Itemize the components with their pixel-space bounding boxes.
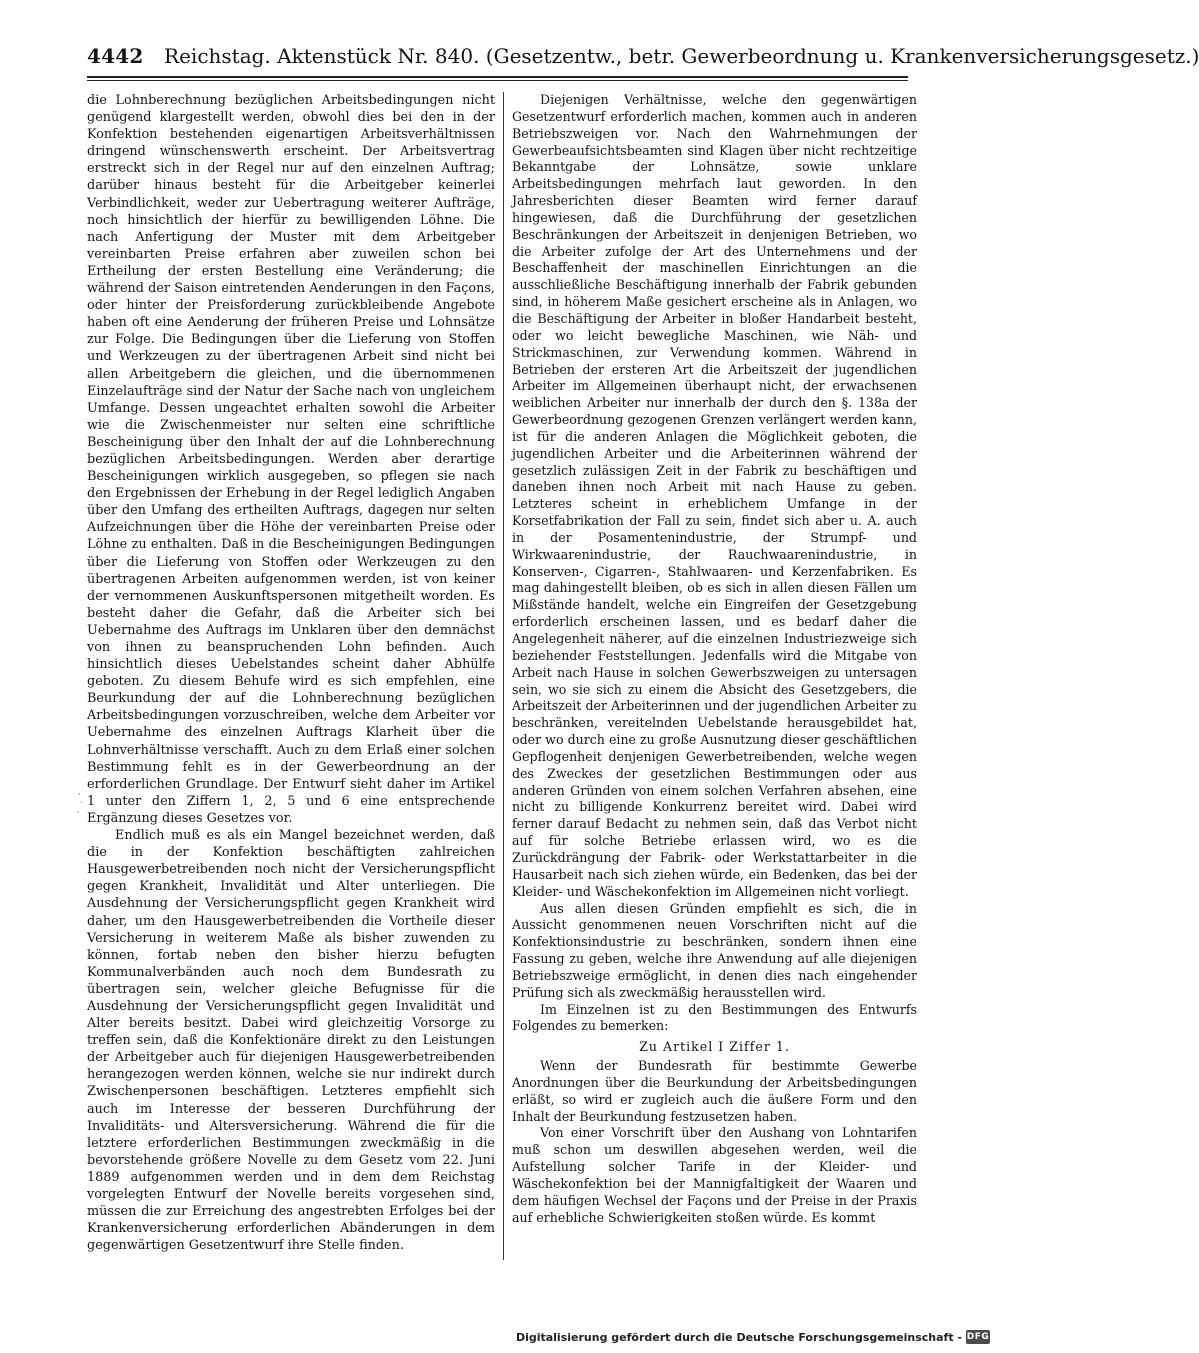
paragraph: Endlich muß es als ein Mangel bezeichnet werden, daß die in der Konfektion beschäftigten zahlreichen Hausgewerbetreibenden noch nicht der Versicherungspflicht gegen Krankheit, Invalidität und Alter unterliegen. Die Ausdehnung der Versicherungspflicht gegen Krankheit wird daher, um den Hausgewerbetreibenden die Vortheile dieser Versicherung in weiterem Maße als bisher zuwenden zu können, fortab neben den bisher hierzu befugten Kommunalverbänden auch noch dem Bundesrath zu übertragen sein, welcher gleiche Befugnisse für die Ausdehnung der Versicherungspflicht gegen Invalidität und Alter bereits besitzt. Dabei wird gleichzeitig Vorsorge zu treffen sein, daß die Konfektionäre direkt zu den Leistungen der Arbeitgeber auch für diejenigen Hausgewerbetreibenden herangezogen werden können, welche sie nur indirekt durch Zwischenpersonen beschäftigen. Letzteres empfiehlt sich auch im Interesse der besseren Durchführung der Invaliditäts- und Altersversicherung. Während die für die letztere erforderlichen Bestimmungen zweckmäßig in die bevorstehende größere Novelle zu dem Gesetz vom 22. Juni 1889 aufgenommen werden und in dem dem Reichstag vorgelegten Entwurf der Novelle bereits vorgesehen sind, müssen die zur Erreichung des angestrebten Erfolges bei der Krankenversicherung erforderlichen Abänderungen in dem gegenwärtigen Gesetzentwurf ihre Stelle finden.: [87, 828, 495, 1254]
footer-text: Digitalisierung gefördert durch die Deutsche Forschungsgemeinschaft -: [515, 1330, 962, 1344]
header-rule: [87, 76, 908, 78]
section-heading: Zu Artikel I Ziffer 1.: [639, 1039, 790, 1055]
paragraph: Wenn der Bundesrath für bestimmte Gewerbe Anordnungen über die Beurkundung der Arbeitsbedingungen erläßt, so wird er zugleich auch die äußere Form und den Inhalt der Beurkundung festzusetzen haben.: [512, 1058, 917, 1124]
dfg-logo-icon: DFG: [966, 1332, 990, 1342]
paragraph: Von einer Vorschrift über den Aushang von Lohntarifen muß schon um deswillen abgesehen werden, weil die Aufstellung solcher Tarife in der Kleider- und Wäschekonfektion bei der Mannigfaltigkeit der Waaren und dem häufigen Wechsel der Façons und der Preise in der Praxis auf erhebliche Schwierigkeiten stoßen würde. Es kommt: [512, 1125, 917, 1225]
paragraph: die Lohnberechnung bezüglichen Arbeitsbedingungen nicht genügend klargestellt werden, obwohl dies bei den in der Konfektion bestehenden eigenartigen Arbeitsverhältnissen dringend wünschenswerth erscheint. Der Arbeitsvertrag erstreckt sich in der Regel nur auf den einzelnen Auftrag; darüber hinaus besteht für die Arbeitgeber keinerlei Verbindlichkeit, weder zur Uebertragung weiterer Aufträge, noch hinsichtlich der hierfür zu bewilligenden Löhne. Die nach Anfertigung der Muster mit dem Arbeitgeber vereinbarten Preise erfahren aber zuweilen schon bei Ertheilung der ersten Bestellung eine Veränderung; die während der Saison eintretenden Aenderungen in den Façons, oder hinter der Preisforderung zurückbleibende Angebote haben oft eine Aenderung der früheren Preise und Lohnsätze zur Folge. Die Bedingungen über die Lieferung von Stoffen und Werkzeugen zu der übertragenen Arbeit sind nicht bei allen Arbeitgebern die gleichen, und die übernommenen Einzelaufträge sind der Natur der Sache nach von ungleichem Umfange. Dessen ungeachtet erhalten sowohl die Arbeiter wie die Zwischenmeister nur selten eine schriftliche Bescheinigung über den Inhalt der auf die Lohnberechnung bezüglichen Arbeitsbedingungen. Werden aber derartige Bescheinigungen wirklich ausgegeben, so pflegen sie nach den Ergebnissen der Erhebung in der Regel lediglich Angaben über den Umfang des ertheilten Auftrags, dagegen nur selten Aufzeichnungen über die Höhe der vereinbarten Preise oder Löhne zu enthalten. Daß in die Bescheinigungen Bedingungen über die Lieferung von Stoffen oder Werkzeugen zu den übertragenen Arbeiten aufgenommen werden, ist von keiner der vernommenen Auskunftspersonen mitgetheilt worden. Es besteht daher die Gefahr, daß die Arbeiter sich bei Uebernahme des Auftrags im Unklaren über den demnächst von ihnen zu beanspruchenden Lohn befinden. Auch hinsichtlich dieses Uebelstandes scheint daher Abhülfe geboten. Zu diesem Behufe wird es sich empfehlen, eine Beurkundung der auf die Lohnberechnung bezüglichen Arbeitsbedingungen vorzuschreiben, welche dem Arbeiter vor Uebernahme des einzelnen Auftrags Klarheit über die Lohnverhältnisse verschafft. Auch zu dem Erlaß einer solchen Bestimmung fehlt es in der Gewerbeordnung an der erforderlichen Grundlage. Der Entwurf sieht daher im Artikel 1 unter den Ziffern 1, 2, 5 und 6 eine entsprechende Ergänzung dieses Gesetzes vor.: [87, 93, 495, 826]
paragraph: Aus allen diesen Gründen empfiehlt es sich, die in Aussicht genommenen neuen Vorschriften nicht auf die Konfektionsindustrie zu beschränken, sondern ihnen eine Fassung zu geben, welche ihre Anwendung auf alle diejenigen Betriebszweige ermöglicht, in denen dies nach eingehender Prüfung sich als zweckmäßig herausstellen wird.: [512, 900, 917, 1000]
scan-artifact-icon: [76, 790, 86, 820]
column-divider: [503, 92, 504, 1260]
page-header: [87, 44, 1199, 68]
paragraph: Im Einzelnen ist zu den Bestimmungen des Entwurfs Folgendes zu bemerken:: [512, 1001, 917, 1034]
paragraph: Diejenigen Verhältnisse, welche den gegenwärtigen Gesetzentwurf erforderlich machen, kommen auch in anderen Betriebszweigen vor. Nach den Wahrnehmungen der Gewerbeaufsichtsbeamten sind Klagen über nicht rechtzeitige Bekanntgabe der Lohnsätze, sowie unklare Arbeitsbedingungen mehrfach laut geworden. In den Jahresberichten dieser Beamten wird ferner darauf hingewiesen, daß die Durchführung der gesetzlichen Beschränkungen der Arbeitszeit in denjenigen Betrieben, wo die Arbeiter zufolge der Art des Unternehmens und der Beschaffenheit der maschinellen Einrichtungen an die ausschließliche Beschäftigung innerhalb der Fabrik gebunden sind, in höherem Maße gesichert erscheine als in Anlagen, wo die Beschäftigung der Arbeiter in bloßer Handarbeit besteht, oder wo leicht bewegliche Maschinen, wie Näh- und Strickmaschinen, zur Verwendung kommen. Während in Betrieben der ersteren Art die Arbeitszeit der jugendlichen Arbeiter im Allgemeinen überhaupt nicht, der erwachsenen weiblichen Arbeiter nur innerhalb der durch den §. 138a der Gewerbeordnung gezogenen Grenzen verlängert werden kann, ist für die anderen Anlagen die Möglichkeit geboten, die jugendlichen Arbeiter und die Arbeiterinnen während der gesetzlich zulässigen Zeit in der Fabrik zu beschäftigen und daneben ihnen noch Arbeit mit nach Hause zu geben. Letzteres scheint in erheblichem Umfange in der Korsetfabrikation der Fall zu sein, findet sich aber u. A. auch in der Posamentenindustrie, der Strumpf- und Wirkwaarenindustrie, der Rauchwaarenindustrie, in Konserven-, Cigarren-, Stahlwaaren- und Kerzenfabriken. Es mag dahingestellt bleiben, ob es sich in allen diesen Fällen um Mißstände handelt, welche ein Eingreifen der Gesetzgebung erforderlich erscheinen lassen, und es bedarf daher die Angelegenheit näherer, auf die einzelnen Industriezweige sich beziehender Feststellungen. Jedenfalls wird die Mitgabe von Arbeit nach Hause in solchen Gewerbszweigen zu untersagen sein, wo sie sich zu einem die Absicht des Gesetzgebers, die Arbeitszeit der Arbeiterinnen und der jugendlichen Arbeiter zu beschränken, vereitelnden Uebelstande herausgebildet hat, oder wo durch eine zu große Ausnutzung dieser geschäftlichen Gepflogenheit denjenigen Gewerbetreibenden, welche wegen des Zweckes der gesetzlichen Bestimmungen oder aus anderen Gründen von einem solchen Verfahren absehen, eine nicht zu billigende Konkurrenz bereitet wird. Dabei wird ferner darauf Bedacht zu nehmen sein, daß das Verbot nicht auf für solche Betriebe erlassen wird, wo es die Zurückdrängung der Fabrik- oder Werkstattarbeiter in die Hausarbeit nach sich ziehen würde, ein Bedenken, das bei der Kleider- und Wäschekonfektion im Allgemeinen nicht vorliegt.: [512, 92, 917, 899]
header-rule-thin: [87, 80, 908, 81]
footer-credit: [516, 1330, 990, 1344]
page-number: 4442: [87, 44, 144, 68]
running-title: Reichstag. Aktenstück Nr. 840. (Gesetzentw., betr. Gewerbeordnung u. Krankenversicherungsgesetz.): [164, 44, 1199, 68]
left-column: [87, 92, 495, 1254]
right-column: [512, 92, 917, 1227]
